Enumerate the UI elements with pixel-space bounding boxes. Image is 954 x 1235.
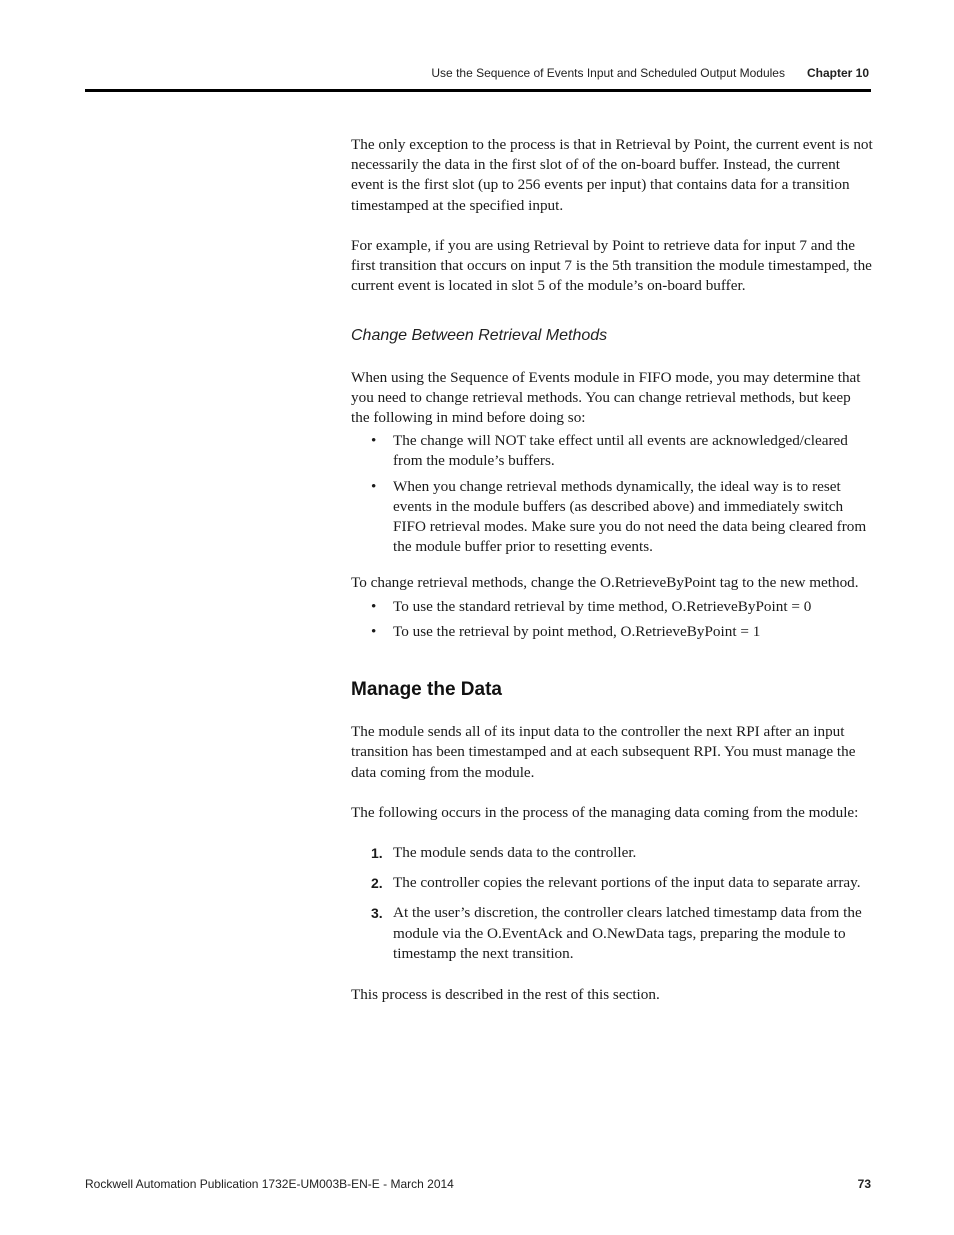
paragraph-example: For example, if you are using Retrieval by Point to retrieve data for input 7 and the first transition that occurs on input 7 is the 5th transition the module timestamped, the current event is located in slot 5 of the module’s on-board buffer. bbox=[351, 236, 872, 295]
header-title: Use the Sequence of Events Input and Scheduled Output Modules bbox=[431, 66, 785, 80]
list-item bbox=[351, 903, 873, 964]
list-item bbox=[351, 873, 873, 893]
step-number: 2. bbox=[371, 875, 383, 892]
page-number: 73 bbox=[857, 1177, 871, 1191]
step-text: At the user’s discretion, the controller clears latched timestamp data from the module via the O.EventAck and O.NewData tags, preparing the module to timestamp the next transition. bbox=[393, 904, 862, 962]
header-rule bbox=[85, 89, 871, 92]
list-item-text: To use the standard retrieval by time method, O.RetrieveByPoint = 0 bbox=[393, 597, 812, 615]
bullet-list-methods bbox=[351, 597, 873, 642]
running-header bbox=[431, 66, 869, 80]
step-number: 1. bbox=[371, 845, 383, 862]
list-item-text: The change will NOT take effect until all events are acknowledged/cleared from the module’s buffers. bbox=[393, 432, 848, 470]
list-item-text: When you change retrieval methods dynamically, the ideal way is to reset events in the module buffers (as described above) and immediately switch FIFO retrieval modes. Make sure you do not need the data being cleared from the module buffer prior to resetting events. bbox=[393, 477, 867, 556]
step-text: The controller copies the relevant portions of the input data to separate array. bbox=[393, 874, 861, 892]
section-heading-manage-data: Manage the Data bbox=[351, 679, 502, 701]
paragraph-module-sends: The module sends all of its input data to the controller the next RPI after an input transition has been timestamped and at each subsequent RPI. You must manage the data coming from the module. bbox=[351, 723, 856, 781]
paragraph-following-occurs: The following occurs in the process of the managing data coming from the module: bbox=[351, 803, 859, 821]
bullet-icon: • bbox=[371, 477, 377, 495]
step-number: 3. bbox=[371, 905, 383, 922]
numbered-steps bbox=[351, 843, 873, 964]
list-item bbox=[351, 431, 873, 471]
list-item-text: To use the retrieval by point method, O.RetrieveByPoint = 1 bbox=[393, 622, 761, 640]
bullet-icon: • bbox=[371, 597, 377, 615]
paragraph-process-described: This process is described in the rest of this section. bbox=[351, 986, 660, 1004]
bullet-list-retrieval-notes bbox=[351, 431, 873, 557]
page-footer bbox=[85, 1177, 871, 1191]
paragraph-exception: The only exception to the process is that in Retrieval by Point, the current event is not necessarily the data in the first slot of of the on-board buffer. Instead, the current event is the first slot (up to 256 events per input) that contains data for a transition timestamped at the specified input. bbox=[351, 136, 873, 214]
list-item bbox=[351, 843, 873, 863]
paragraph-fifo-mode: When using the Sequence of Events module in FIFO mode, you may determine that you need to change retrieval methods. You can change retrieval methods, but keep the following in mind before doing so: bbox=[351, 368, 861, 427]
list-item bbox=[351, 597, 873, 617]
header-chapter: Chapter 10 bbox=[806, 66, 869, 80]
subheading-change-retrieval: Change Between Retrieval Methods bbox=[351, 327, 608, 345]
bullet-icon: • bbox=[371, 432, 377, 450]
list-item bbox=[351, 477, 873, 558]
list-item bbox=[351, 622, 873, 642]
main-content bbox=[351, 135, 873, 1005]
paragraph-change-method: To change retrieval methods, change the O.RetrieveByPoint tag to the new method. bbox=[351, 574, 859, 592]
bullet-icon: • bbox=[371, 622, 377, 640]
footer-publication: Rockwell Automation Publication 1732E-UM003B-EN-E - March 2014 bbox=[85, 1177, 454, 1191]
step-text: The module sends data to the controller. bbox=[393, 844, 637, 862]
